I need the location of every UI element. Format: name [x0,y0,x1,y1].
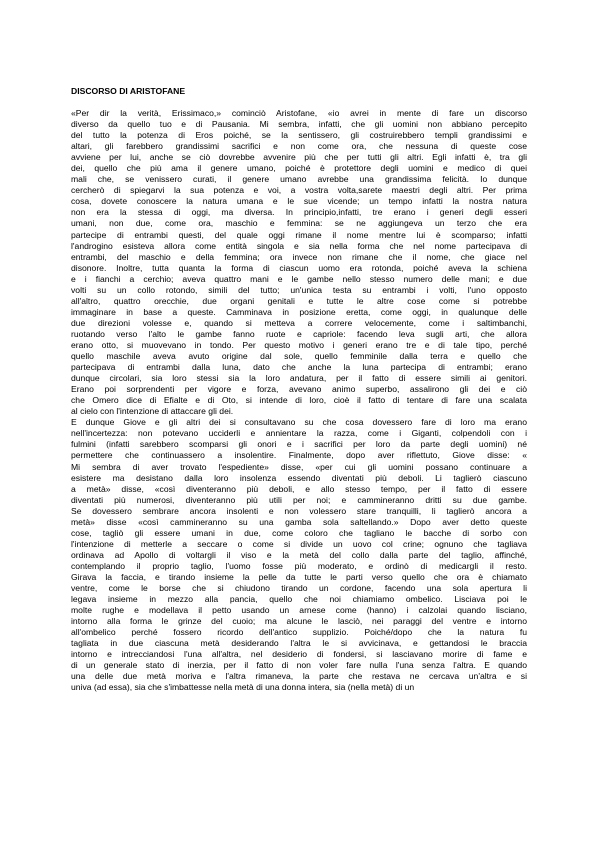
text-line: all'ombelico perché fossero ricordo dell'antico supplizio. Poiché/dopo che la natura fu [71,627,527,638]
text-line: Erano poi sorprendenti per vigore e forza, avevano animo superbo, assalirono gli dei e ciò [71,384,527,395]
text-line: tagliata in due ciascuna metà desiderando l'altra le si avvicinava, e gettandosi le braccia [71,638,527,649]
text-line: intorno alla forma le grinze del cuoio; ma alcune le lasciò, nei paraggi del ventre e intorno [71,616,527,627]
text-line: Mi sembra di aver trovato l'espediente» disse, «per cui gli uomini possano continuare a [71,461,527,472]
text-line: entrambi, del maschio e della femmina; ora invece non rimane che il nome, che giace nel [71,251,527,262]
text-line: ordinava ad Apollo di voltargli il viso e la metà del collo dalla parte del taglio, affinché, [71,549,527,560]
text-line: di un generale stato di inerzia, per il fatto di non voler fare nulla l'una senza l'altra. E quando [71,660,527,671]
text-line: Girava la faccia, e tirando insieme la pelle da tutte le parti verso quello che ora è chiamato [71,571,527,582]
text-line: cosa, dovete conoscere la natura umana e le sue vicende; un tempo infatti la nostra natura [71,196,527,207]
text-line: e i fianchi a cerchio; aveva quattro mani e le gambe nello stesso numero delle mani; e due [71,273,527,284]
text-line: disonore. Inoltre, tutta quanta la forma di ciascun uomo era rotonda, poiché aveva la schiena [71,262,527,273]
text-line: altari, gli farebbero grandissimi sacrifici e non come ora, che nessuna di queste cose [71,141,527,152]
text-line: diverso da quello tuo e di Pausania. Mi sembra, infatti, che gli uomini non abbiano percepito [71,119,527,130]
text-line: esistere ma desistano dalla loro insolenza essendo diventati più deboli. Li taglierò ciascuno [71,472,527,483]
text-line: erano otto, si muovevano in tondo. Per questo motivo i generi erano tre e di tale tipo, perché [71,339,527,350]
text-line: «Per dir la verità, Erissimaco,» cominciò Aristofane, «io avrei in mente di fare un discorso [71,108,527,118]
text-line: non era la stessa di oggi, ma diversa. In principio,infatti, tre erano i generi degli esseri [71,207,527,218]
document-title: DISCORSO DI ARISTOFANE [71,86,186,96]
text-line: al cielo con l'intenzione di attaccare gli dei. [71,406,234,417]
document-page [71,86,527,693]
text-line: E dunque Giove e gli altri dei si consultavano su che cosa dovessero fare di loro ma erano [71,417,527,428]
paragraph-1 [71,108,527,417]
text-line: partecipava di entrambi dalla luna, dato che anche la luna partecipa di entrambi; erano [71,362,527,373]
text-line: fulmini (infatti sarebbero scomparsi gli onori e i sacrifici per loro da parte degli uomini) né [71,439,527,450]
paragraph-2 [71,417,527,693]
text-line: diventati più numerosi, diventeranno più utili per noi; e cammineranno dritti su due gambe. [71,494,527,505]
text-line: umani, non due, come ora, maschio e femmina: se ne aggiungeva un terzo che era [71,218,527,229]
text-line: l'intenzione di metterle a seccare o come si divide un uovo col crine; ognuno che tagliava [71,538,527,549]
text-line: legava insieme in mezzo alla pancia, quello che noi chiamiamo ombelico. Lisciava poi le [71,594,527,605]
text-line: permettere che continuassero a insolentire. Finalmente, dopo aver riflettuto, Giove disse: « [71,450,527,461]
text-line: dunque circolari, sia loro stessi sia la loro andatura, per il fatto di essere simili ai genitori. [71,373,527,384]
text-line: cose, tagliò gli essere umani in due, come coloro che tagliano le bacche di sorbo con [71,527,527,538]
text-line: ruotando verso l'alto le gambe fanno ruote e capriole: facendo leva sugli arti, che allora [71,328,527,339]
text-line: partecipe di entrambi questi, del quale oggi rimane il nome mentre lui è scomparso; infatti [71,229,527,240]
text-line: metà» disse «così cammineranno su una gamba sola saltellando.» Dopo aver detto queste [71,516,527,527]
text-line: dei, quello che più ama il genere umano, poiché è protettore degli uomini e medico di quei [71,163,527,174]
text-line: Se dovessero sembrare ancora insolenti e non volessero stare tranquilli, li taglierò ancora a [71,505,527,516]
text-line: nell'incertezza: non potevano ucciderli e annientare la razza, come i Giganti, colpendoli con i [71,428,527,439]
text-line: due direzioni volesse e, quando si metteva a correre velocemente, come i saltimbanchi, [71,317,527,328]
text-line: immaginare in base a queste. Camminava in posizione eretta, come oggi, in qualunque delle [71,306,527,317]
text-line: all'altro, quattro orecchie, due organi genitali e tutte le altre cose come si potrebbe [71,295,527,306]
text-line: molte rughe e modellava il petto usando un arnese come (hanno) i calzolai quando lisciano, [71,605,527,616]
text-line: intorno e intrecciandosi l'una all'altra, nel desiderio di fondersi, si lasciavano morire di fame e [71,649,527,660]
text-line: l'androgino esisteva allora come entità singola e sia nella forma che nel nome partecipava di [71,240,527,251]
text-line: mali che, se venissero curati, il genere umano avrebbe una grandissima felicità. Io dunque [71,174,527,185]
text-line: ventre, come le borse che si chiudono tirando un cordone, facendo una sola apertura li [71,583,527,594]
text-line: univa (ad essa), sia che s'imbattesse nella metà di una donna intera, sia (nella metà) di un [71,682,415,693]
text-line: cercherò di spiegarvi la sua potenza e voi, a vostra volta,sarete maestri degli altri. Per prima [71,185,527,196]
text-line: contemplando il proprio taglio, l'uomo fosse più moderato, e ordinò di medicargli il resto. [71,560,527,571]
text-line: a metà» disse, «così diventeranno più deboli, e allo stesso tempo, per il fatto di essere [71,483,527,494]
text-line: quello maschile aveva avuto origine dal sole, quello femminile dalla terra e quello che [71,351,527,362]
text-line: una delle due metà moriva e l'altra rimaneva, la parte che restava ne cercava un'altra e si [71,671,527,682]
text-line: che Omero dice di Efialte e di Oto, si intende di loro, cioè il fatto di tentare di fare una scalata [71,395,527,406]
text-line: del tutto la potenza di Eros poiché, se la sentissero, gli costruirebbero templi grandissimi e [71,130,527,141]
text-line: avviene per lui, anche se ciò dovrebbe avvenire più che per tutti gli altri. Egli infatti è, tra gli [71,152,527,163]
text-line: volti su un collo rotondo, simili del tutto; un'unica testa su entrambi i volti, l'uno opposto [71,284,527,295]
